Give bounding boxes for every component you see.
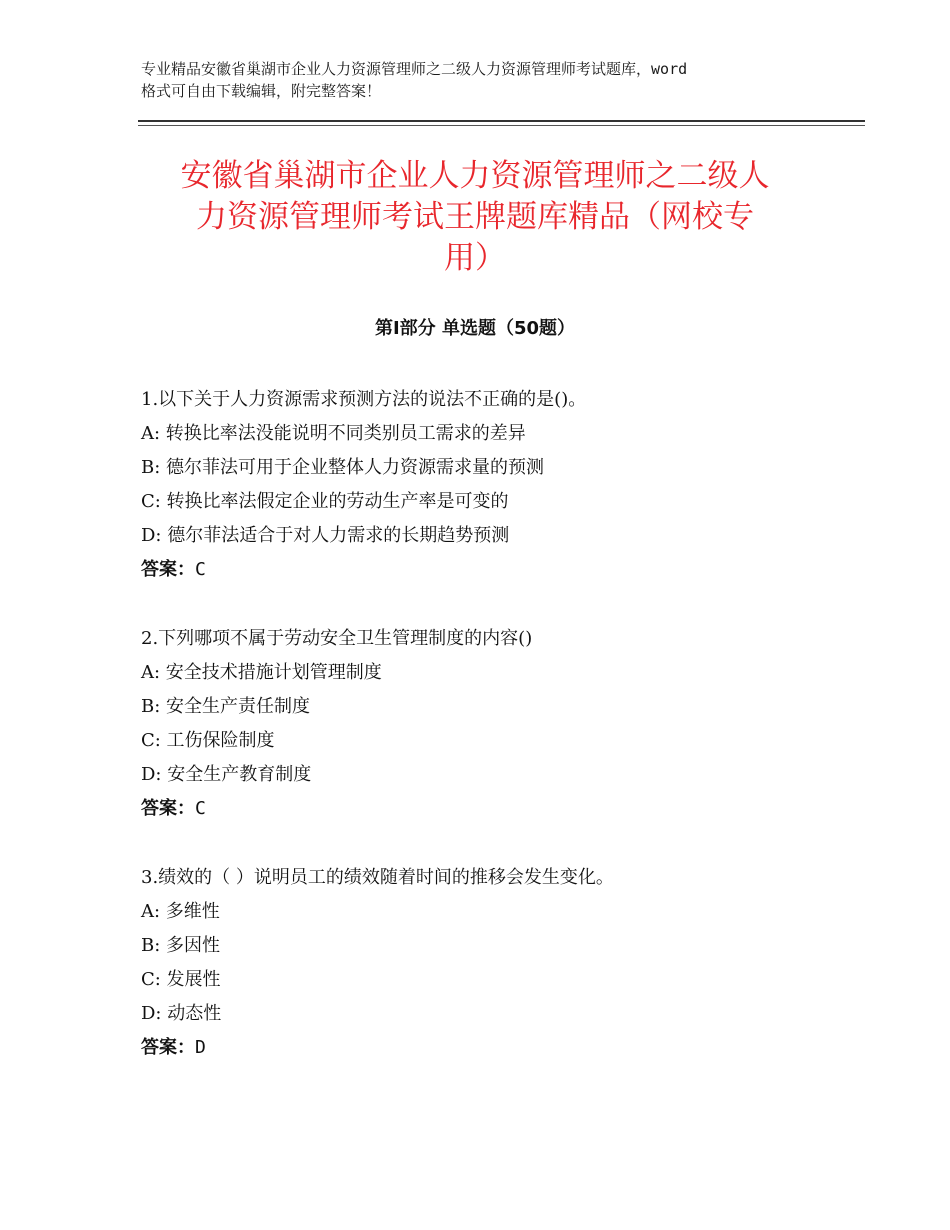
header-note-line-1: 专业精品安徽省巢湖市企业人力资源管理师之二级人力资源管理师考试题库，word (141, 60, 688, 78)
option-b: B: 德尔菲法可用于企业整体人力资源需求量的预测 (141, 457, 545, 478)
header-divider-thin (138, 125, 865, 126)
option-b: B: 安全生产责任制度 (141, 696, 311, 717)
question-2 (141, 622, 861, 826)
option-c: C: 发展性 (141, 969, 221, 990)
document-title-line-1: 安徽省巢湖市企业人力资源管理师之二级人 (180, 158, 770, 194)
document-title-line-3: 用） (444, 240, 506, 276)
answer-label: 答案： (141, 798, 195, 819)
question-stem: 2.下列哪项不属于劳动安全卫生管理制度的内容() (141, 628, 533, 649)
option-d: D: 动态性 (141, 1003, 222, 1024)
question-stem: 3.绩效的（ ）说明员工的绩效随着时间的推移会发生变化。 (141, 867, 614, 888)
answer-label: 答案： (141, 559, 195, 580)
question-stem: 1.以下关于人力资源需求预测方法的说法不正确的是()。 (141, 389, 587, 410)
question-1 (141, 383, 861, 587)
option-a: A: 安全技术措施计划管理制度 (141, 662, 382, 683)
answer-value: D (195, 1037, 206, 1058)
section-heading: 第Ⅰ部分 单选题（50题） (374, 318, 575, 339)
document-title-line-2: 力资源管理师考试王牌题库精品（网校专 (196, 199, 754, 235)
question-3 (141, 861, 861, 1065)
answer-value: C (195, 798, 206, 819)
answer-label: 答案： (141, 1037, 195, 1058)
option-b: B: 多因性 (141, 935, 221, 956)
question-list (141, 383, 861, 1100)
option-d: D: 安全生产教育制度 (141, 764, 312, 785)
option-a: A: 多维性 (141, 901, 220, 922)
option-a: A: 转换比率法没能说明不同类别员工需求的差异 (141, 423, 526, 444)
option-c: C: 转换比率法假定企业的劳动生产率是可变的 (141, 491, 509, 512)
answer-line (141, 792, 861, 826)
header-note (141, 58, 831, 102)
option-d: D: 德尔菲法适合于对人力需求的长期趋势预测 (141, 525, 510, 546)
answer-value: C (195, 559, 206, 580)
option-c: C: 工伤保险制度 (141, 730, 275, 751)
header-note-line-2: 格式可自由下载编辑，附完整答案！ (141, 82, 382, 100)
answer-line (141, 553, 861, 587)
answer-line (141, 1031, 861, 1065)
header-divider-thick (138, 120, 865, 122)
document-title (130, 156, 820, 279)
